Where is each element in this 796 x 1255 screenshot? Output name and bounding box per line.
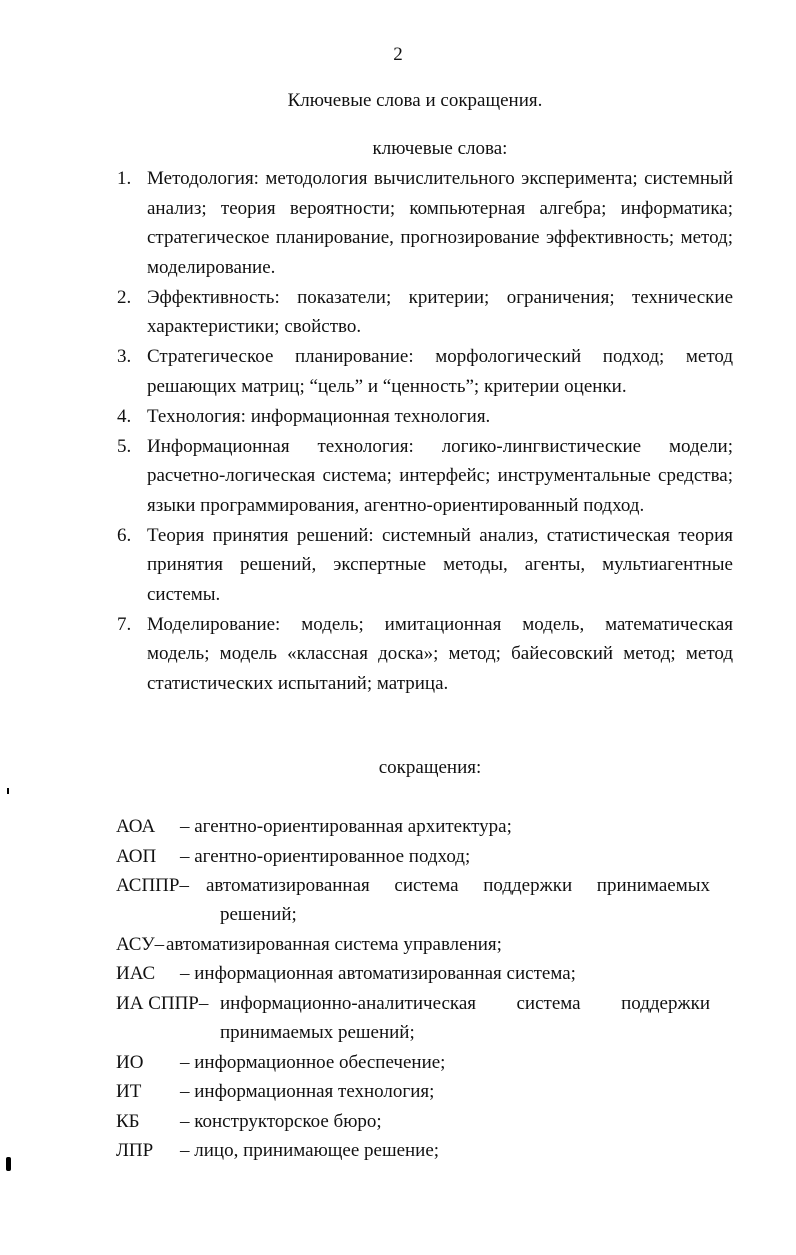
keyword-text: Методология: методология вычислительного эксперимента; системный анализ; теория вероятности; компьютерная алгебра; информатика; стратегическое планирование, прогнозирование эффективность; метод; моделирование. [147,168,733,278]
abbreviation-term: ИТ [116,1081,142,1103]
abbreviation-definition: – информационное обеспечение; [180,1051,446,1073]
keyword-item [117,402,733,432]
keyword-item [117,432,733,521]
abbreviation-term: АОА [116,816,156,837]
abbreviations-list [116,812,710,1166]
keyword-number: 6. [117,524,132,546]
keyword-number: 5. [117,435,132,457]
abbreviation-term: ЛПР [116,1140,154,1162]
abbreviation-definition: – информационная технология; [180,1081,435,1103]
keyword-number: 1. [117,168,132,189]
scan-mark [6,1157,11,1171]
abbreviation-definition-text: информационно-аналитическая система поддержки [220,992,710,1014]
abbreviation-term: ИАС [116,963,156,985]
page-title: Ключевые слова и сокращения. [287,90,543,111]
abbreviation-continuation: решений; [220,904,297,926]
keyword-text: Технология: информационная технология. [147,405,491,427]
abbreviation-row [116,930,710,959]
keyword-number: 7. [117,613,132,635]
abbreviations-heading: сокращения: [378,757,482,778]
keyword-number: 3. [117,346,132,367]
keyword-number: 2. [117,286,132,308]
abbreviation-row [116,1077,710,1106]
abbreviation-definition: – информационная автоматизированная система; [180,963,576,985]
abbreviation-term: АСППР– [116,875,189,897]
keyword-text: Моделирование: модель; имитационная модель, математическая модель; модель «классная доска»; метод; байесовский метод; метод статистических испытаний; матрица. [147,613,733,694]
abbreviation-row [116,842,710,871]
abbreviation-row [116,1048,710,1077]
abbreviation-row [116,871,710,929]
abbreviation-row [116,989,710,1047]
abbreviation-definition: – лицо, принимающее решение; [180,1140,440,1162]
keyword-text: Информационная технология: логико-лингвистические модели; расчетно-логическая система; интерфейс; инструментальные средства; языки программирования, агентно-ориентированный подход. [147,435,733,516]
page-number: 2 [393,44,403,65]
keyword-item [117,164,733,282]
keyword-text: Стратегическое планирование: морфологический подход; метод решающих матриц; “цель” и “ценность”; критерии оценки. [147,346,733,397]
abbreviation-row [116,1107,710,1136]
abbreviation-term: АОП [116,845,157,867]
abbreviation-term: АСУ– [116,933,165,955]
abbreviation-term: ИА СППР– [116,992,209,1014]
keyword-text: Эффективность: показатели; критерии; ограничения; технические характеристики; свойство. [147,286,733,337]
scan-mark [7,788,9,794]
keyword-item [117,342,733,401]
abbreviation-definition: – конструкторское бюро; [180,1110,382,1132]
keywords-list [117,164,733,698]
keywords-heading: ключевые слова: [372,138,508,159]
keyword-item [117,283,733,342]
abbreviation-term: КБ [116,1110,140,1132]
abbreviation-term: ИО [116,1051,144,1073]
keyword-item [117,521,733,610]
keyword-text: Теория принятия решений: системный анализ, статистическая теория принятия решений, экспертные методы, агенты, мультиагентные системы. [147,524,733,605]
abbreviation-definition [116,871,710,900]
keyword-item [117,610,733,699]
abbreviation-definition: автоматизированная система управления; [166,933,502,955]
abbreviation-definition: – агентно-ориентированная архитектура; [180,816,512,837]
abbreviation-continuation: принимаемых решений; [220,1021,415,1043]
abbreviation-definition-text: автоматизированная система поддержки принимаемых [206,875,710,897]
keyword-number: 4. [117,405,132,427]
abbreviation-row [116,812,710,841]
abbreviation-definition: – агентно-ориентированное подход; [180,845,471,867]
abbreviation-row [116,959,710,988]
abbreviation-row [116,1136,710,1165]
